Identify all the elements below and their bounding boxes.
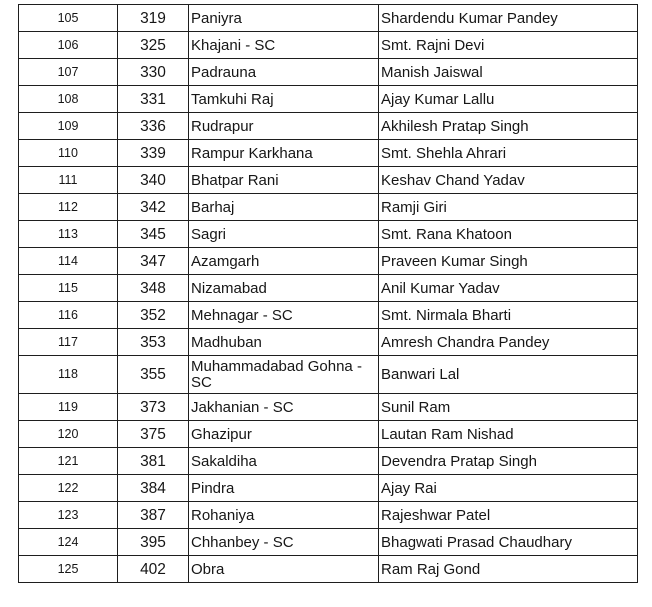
serial-number-cell: 125	[19, 556, 118, 583]
constituency-cell: Jakhanian - SC	[189, 394, 379, 421]
candidate-cell: Manish Jaiswal	[379, 59, 638, 86]
table-row	[19, 5, 638, 32]
candidate-cell: Anil Kumar Yadav	[379, 275, 638, 302]
constituency-cell: Paniyra	[189, 5, 379, 32]
serial-number-cell: 113	[19, 221, 118, 248]
ac-number-cell: 373	[118, 394, 189, 421]
candidate-cell: Banwari Lal	[379, 356, 638, 394]
ac-number-cell: 347	[118, 248, 189, 275]
serial-number-cell: 111	[19, 167, 118, 194]
table-row	[19, 221, 638, 248]
ac-number-cell: 339	[118, 140, 189, 167]
serial-number-cell: 124	[19, 529, 118, 556]
serial-number-cell: 121	[19, 448, 118, 475]
ac-number-cell: 345	[118, 221, 189, 248]
table-row	[19, 329, 638, 356]
serial-number-cell: 107	[19, 59, 118, 86]
candidate-cell: Keshav Chand Yadav	[379, 167, 638, 194]
constituency-cell: Barhaj	[189, 194, 379, 221]
candidate-cell: Ram Raj Gond	[379, 556, 638, 583]
table-row	[19, 113, 638, 140]
table-row	[19, 194, 638, 221]
ac-number-cell: 330	[118, 59, 189, 86]
ac-number-cell: 381	[118, 448, 189, 475]
ac-number-cell: 325	[118, 32, 189, 59]
constituency-cell: Rudrapur	[189, 113, 379, 140]
ac-number-cell: 353	[118, 329, 189, 356]
candidate-cell: Smt. Nirmala Bharti	[379, 302, 638, 329]
constituency-cell: Tamkuhi Raj	[189, 86, 379, 113]
ac-number-cell: 342	[118, 194, 189, 221]
serial-number-cell: 114	[19, 248, 118, 275]
candidate-cell: Sunil Ram	[379, 394, 638, 421]
ac-number-cell: 352	[118, 302, 189, 329]
ac-number-cell: 384	[118, 475, 189, 502]
serial-number-cell: 112	[19, 194, 118, 221]
ac-number-cell: 402	[118, 556, 189, 583]
constituency-cell: Mehnagar - SC	[189, 302, 379, 329]
table-body	[19, 5, 638, 583]
candidate-cell: Smt. Shehla Ahrari	[379, 140, 638, 167]
table-row	[19, 475, 638, 502]
constituency-cell: Khajani - SC	[189, 32, 379, 59]
serial-number-cell: 106	[19, 32, 118, 59]
table-row	[19, 32, 638, 59]
constituency-cell: Sakaldiha	[189, 448, 379, 475]
table-row	[19, 394, 638, 421]
serial-number-cell: 118	[19, 356, 118, 394]
candidate-cell: Ajay Rai	[379, 475, 638, 502]
candidate-cell: Rajeshwar Patel	[379, 502, 638, 529]
candidate-cell: Lautan Ram Nishad	[379, 421, 638, 448]
table-row	[19, 556, 638, 583]
candidate-cell: Ajay Kumar Lallu	[379, 86, 638, 113]
serial-number-cell: 119	[19, 394, 118, 421]
serial-number-cell: 105	[19, 5, 118, 32]
candidate-cell: Shardendu Kumar Pandey	[379, 5, 638, 32]
candidate-cell: Ramji Giri	[379, 194, 638, 221]
table-row	[19, 529, 638, 556]
candidate-list-table	[18, 4, 638, 583]
ac-number-cell: 375	[118, 421, 189, 448]
table-row	[19, 302, 638, 329]
table-row	[19, 421, 638, 448]
constituency-cell: Sagri	[189, 221, 379, 248]
constituency-cell: Madhuban	[189, 329, 379, 356]
constituency-cell: Bhatpar Rani	[189, 167, 379, 194]
candidate-cell: Devendra Pratap Singh	[379, 448, 638, 475]
ac-number-cell: 348	[118, 275, 189, 302]
constituency-cell: Rampur Karkhana	[189, 140, 379, 167]
candidate-cell: Smt. Rana Khatoon	[379, 221, 638, 248]
constituency-cell: Rohaniya	[189, 502, 379, 529]
ac-number-cell: 395	[118, 529, 189, 556]
ac-number-cell: 355	[118, 356, 189, 394]
constituency-cell: Nizamabad	[189, 275, 379, 302]
table-row	[19, 448, 638, 475]
table-row	[19, 167, 638, 194]
constituency-cell: Obra	[189, 556, 379, 583]
serial-number-cell: 115	[19, 275, 118, 302]
ac-number-cell: 336	[118, 113, 189, 140]
serial-number-cell: 122	[19, 475, 118, 502]
serial-number-cell: 117	[19, 329, 118, 356]
table-row	[19, 356, 638, 394]
candidate-cell: Amresh Chandra Pandey	[379, 329, 638, 356]
constituency-cell: Muhammadabad Gohna - SC	[189, 356, 379, 394]
constituency-cell: Chhanbey - SC	[189, 529, 379, 556]
candidate-cell: Smt. Rajni Devi	[379, 32, 638, 59]
table-row	[19, 86, 638, 113]
table-row	[19, 248, 638, 275]
ac-number-cell: 340	[118, 167, 189, 194]
ac-number-cell: 331	[118, 86, 189, 113]
ac-number-cell: 387	[118, 502, 189, 529]
table-row	[19, 59, 638, 86]
serial-number-cell: 120	[19, 421, 118, 448]
serial-number-cell: 116	[19, 302, 118, 329]
constituency-cell: Pindra	[189, 475, 379, 502]
table-row	[19, 140, 638, 167]
constituency-cell: Ghazipur	[189, 421, 379, 448]
constituency-cell: Padrauna	[189, 59, 379, 86]
serial-number-cell: 110	[19, 140, 118, 167]
serial-number-cell: 109	[19, 113, 118, 140]
candidate-cell: Akhilesh Pratap Singh	[379, 113, 638, 140]
constituency-cell: Azamgarh	[189, 248, 379, 275]
table-row	[19, 502, 638, 529]
table-row	[19, 275, 638, 302]
candidate-cell: Bhagwati Prasad Chaudhary	[379, 529, 638, 556]
serial-number-cell: 123	[19, 502, 118, 529]
serial-number-cell: 108	[19, 86, 118, 113]
ac-number-cell: 319	[118, 5, 189, 32]
candidate-cell: Praveen Kumar Singh	[379, 248, 638, 275]
